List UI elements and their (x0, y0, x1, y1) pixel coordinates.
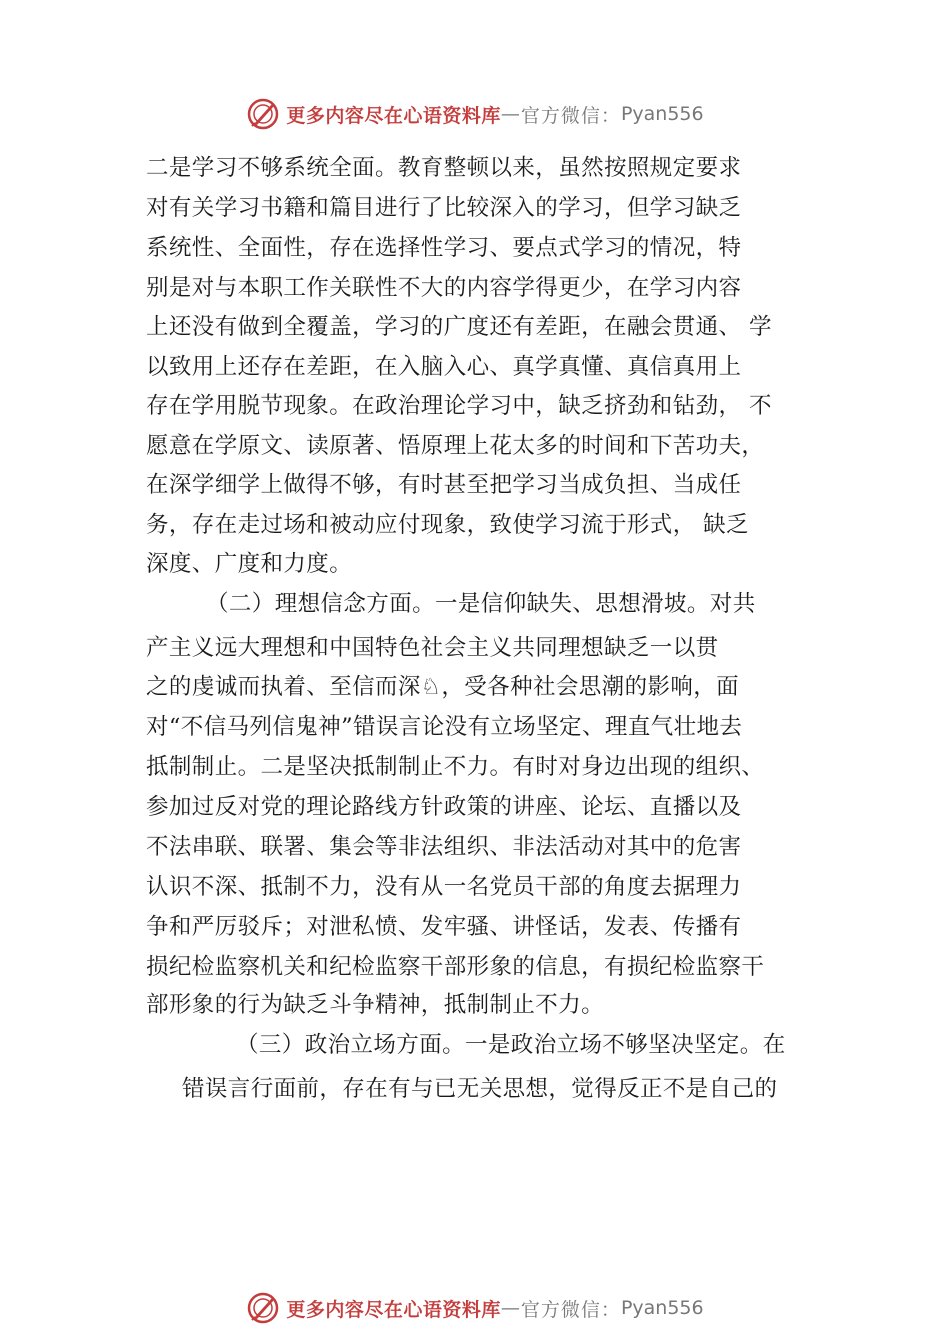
banner-wechat-id: Pyan556 (620, 1297, 704, 1319)
banner-main-text: 更多内容尽在心语资料库 (286, 1298, 501, 1321)
text-line: （二）理想信念方面。一是信仰缺失、思想滑坡。对共 (206, 591, 756, 617)
banner-main-text: 更多内容尽在心语资料库 (286, 104, 501, 127)
text-line: 对“不信马列信鬼神”错误言论没有立场坚定、理直气壮地去 (146, 714, 743, 740)
text-line: 以致用上还存在差距，在入脑入心、真学真懂、真信真用上 (146, 354, 742, 380)
banner-wechat-label: 官方微信： (520, 104, 621, 127)
quill-seal-icon (246, 1291, 280, 1325)
banner-dash: — (500, 103, 521, 125)
text-line: 部形象的行为缺乏斗争精神，抵制制止不力。 (146, 992, 605, 1018)
text-line: 不法串联、联署、集会等非法组织、非法活动对其中的危害 (146, 834, 742, 860)
text-line: 之的虔诚而执着、至信而深♘，受各种社会思潮的影响，面 (146, 674, 740, 700)
text-line: 存在学用脱节现象。在政治理论学习中，缺乏挤劲和钻劲， 不 (146, 393, 772, 419)
text-line: 深度、广度和力度。 (146, 551, 353, 577)
text-line: 二是学习不够系统全面。教育整顿以来，虽然按照规定要求 (146, 155, 742, 181)
text-line: 别是对与本职工作关联性不大的内容学得更少，在学习内容 (146, 275, 742, 301)
text-line: 认识不深、抵制不力，没有从一名党员干部的角度去据理力 (146, 874, 742, 900)
text-line: 错误言行面前，存在有与已无关思想，觉得反正不是自己的 (182, 1076, 778, 1102)
text-line: 产主义远大理想和中国特色社会主义共同理想缺乏一以贯 (146, 635, 719, 661)
text-line: 系统性、全面性，存在选择性学习、要点式学习的情况，特 (146, 235, 742, 261)
text-line: 在深学细学上做得不够，有时甚至把学习当成负担、当成任 (146, 472, 742, 498)
banner-wechat-label: 官方微信： (520, 1298, 621, 1321)
text-line: 抵制制止。二是坚决抵制制止不力。有时对身边出现的组织、 (146, 754, 765, 780)
text-line: 上还没有做到全覆盖，学习的广度还有差距，在融会贯通、 学 (146, 314, 772, 340)
quill-seal-icon (246, 97, 280, 131)
text-line: 愿意在学原文、读原著、悟原理上花太多的时间和下苦功夫， (146, 433, 765, 459)
text-line: 损纪检监察机关和纪检监察干部形象的信息，有损纪检监察干 (146, 954, 765, 980)
text-line: （三）政治立场方面。一是政治立场不够坚决坚定。在 (236, 1032, 786, 1058)
header-banner (0, 94, 950, 134)
banner-dash: — (500, 1297, 521, 1319)
text-line: 对有关学习书籍和篇目进行了比较深入的学习，但学习缺乏 (146, 195, 742, 221)
text-line: 争和严厉驳斥；对泄私愤、发牢骚、讲怪话，发表、传播有 (146, 914, 742, 940)
footer-banner (0, 1288, 950, 1328)
banner-wechat-id: Pyan556 (620, 103, 704, 125)
text-line: 参加过反对党的理论路线方针政策的讲座、论坛、直播以及 (146, 794, 742, 820)
text-line: 务，存在走过场和被动应付现象，致使学习流于形式， 缺乏 (146, 512, 749, 538)
